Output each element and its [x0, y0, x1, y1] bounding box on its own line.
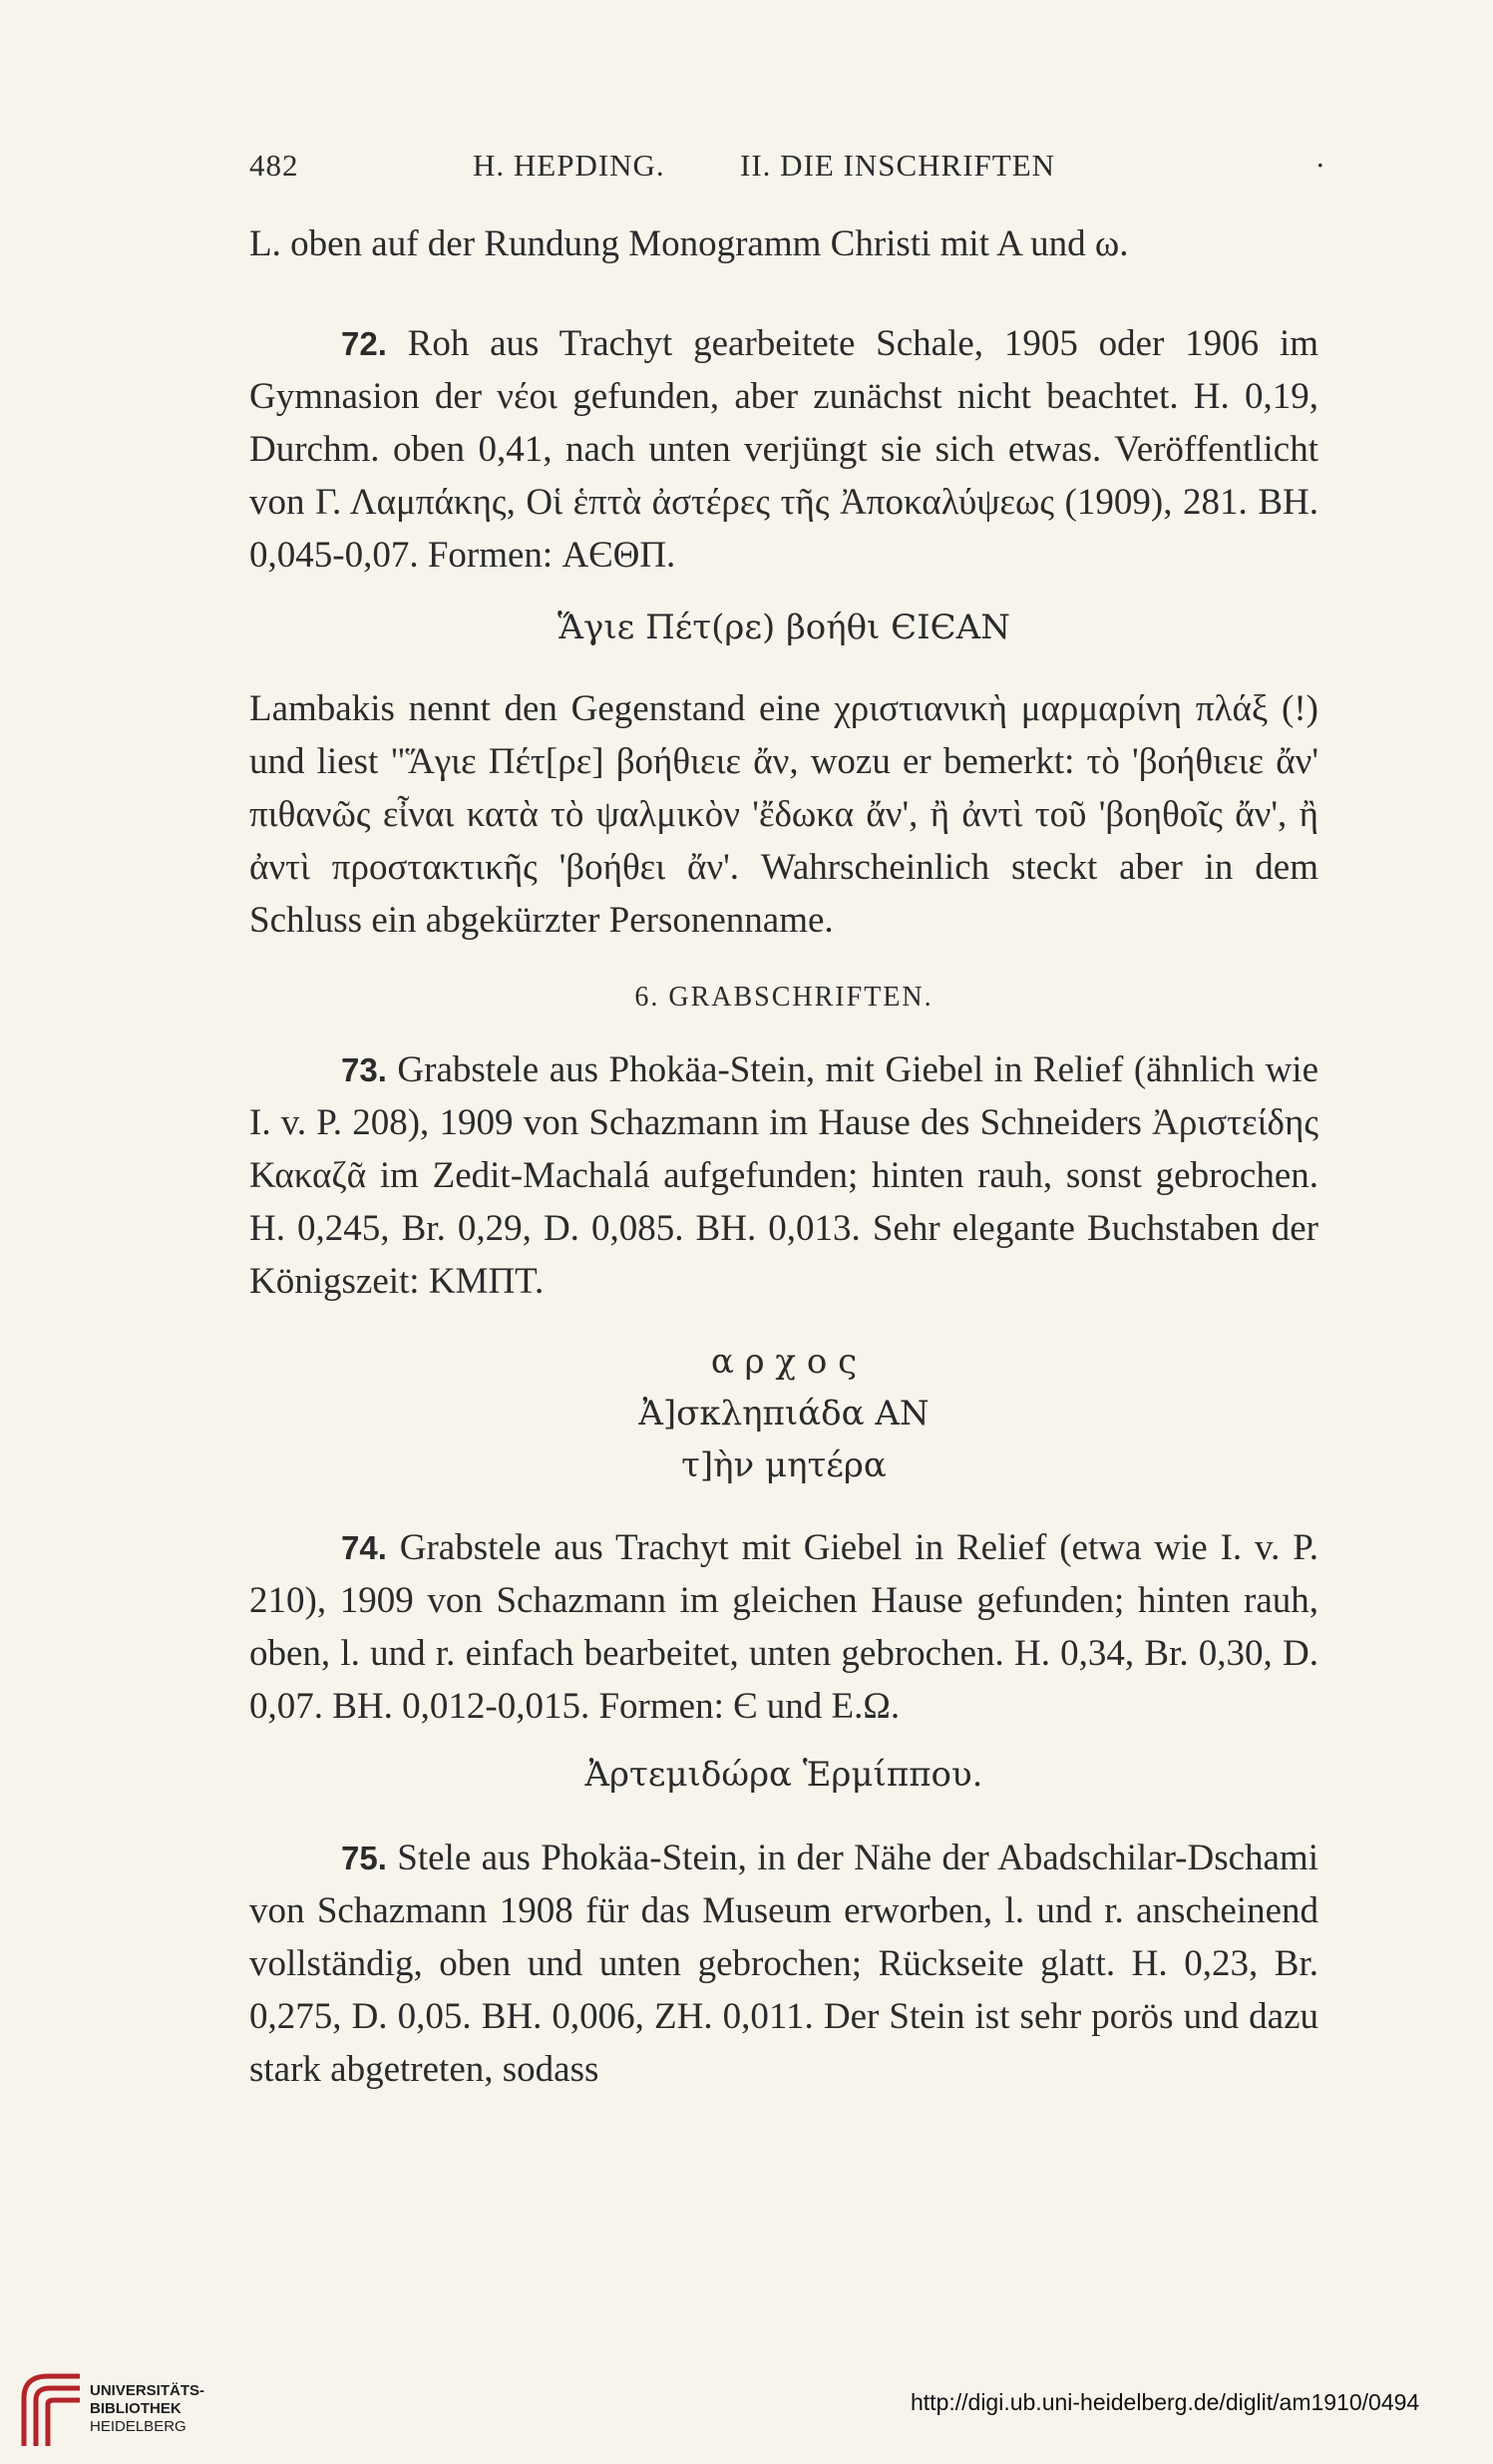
- entry-72: [249, 317, 1318, 582]
- ub-heidelberg-logo-icon: [18, 2368, 86, 2448]
- entry-text: Grabstele aus Phokäa-Stein, mit Giebel in Relief (ähnlich wie I. v. P. 208), 1909 von Schazmann im Hause des Schneiders Ἀριστείδης Κακαζᾶ im Zedit-Machalá aufgefunden; hinten rauh, sonst gebrochen. H. 0,245, Br. 0,29, D. 0,085. BH. 0,013. Sehr elegante Buchstaben der Königszeit: ΚΜΠΤ.: [249, 1049, 1319, 1302]
- inscription-73: [249, 1336, 1318, 1491]
- page-number: 482: [249, 148, 299, 183]
- entry-text: Grabstele aus Trachyt mit Giebel in Relief (etwa wie I. v. P. 210), 1909 von Schazmann im gleichen Hause gefunden; hinten rauh, oben, l. und r. einfach bearbeitet, unten gebrochen. H. 0,34, Br. 0,30, D. 0,07. BH. 0,012-0,015. Formen: Є und Ε.Ω.: [249, 1527, 1318, 1727]
- header-author: H. HEPDING.: [473, 148, 665, 183]
- running-header: [249, 148, 1326, 188]
- library-line: BIBLIOTHEK: [90, 2400, 182, 2417]
- inscription-line: α ρ χ ο ς: [710, 1342, 858, 1382]
- commentary-72: Lambakis nennt den Gegenstand eine χριστιανικὴ μαρμαρίνη πλάξ (!) und liest "Ἅγιε Πέτ[ρε] βοήθιειε ἄν, wozu er bemerkt: τὸ 'βοήθιειε ἄν' πιθανῶς εἶναι κατὰ τὸ ψαλμικὸν 'ἔδωκα ἄν', ἢ ἀντὶ τοῦ 'βοηθοῖς ἄν', ἢ ἀντὶ προστακτικῆς 'βοήθει ἄν'. Wahrscheinlich steckt aber in dem Schluss ein abgekürzter Personenname.: [249, 688, 1318, 941]
- entry-number: 74.: [341, 1529, 387, 1566]
- inscription-line: Ἀ]σκληπιάδα ΑΝ: [638, 1394, 930, 1434]
- inscription-72: Ἅγιε Πέτ(ρε) βοήθι ЄΙЄΑΝ: [558, 608, 1010, 647]
- page-body: [249, 217, 1318, 2096]
- inscription-74: Ἀρτεμιδώρα Ἑρμίππου.: [584, 1755, 983, 1795]
- library-line: UNIVERSITÄTS-: [90, 2382, 205, 2399]
- entry-number: 73.: [341, 1051, 387, 1088]
- section-heading: 6. GRABSCHRIFTEN.: [634, 982, 933, 1013]
- entry-74: [249, 1521, 1318, 1733]
- entry-number: 72.: [341, 325, 387, 362]
- entry-text: Stele aus Phokäa-Stein, in der Nähe der Abadschilar-Dschami von Schazmann 1908 für das Museum erworben, l. und r. anscheinend vollständig, oben und unten gebrochen; Rückseite glatt. H. 0,23, Br. 0,275, D. 0,05. BH. 0,006, ZH. 0,011. Der Stein ist sehr porös und dazu stark abgetreten, sodass: [249, 1838, 1318, 2090]
- source-url[interactable]: http://digi.ub.uni-heidelberg.de/diglit/am1910/0494: [911, 2389, 1420, 2415]
- entry-75: [249, 1832, 1318, 2096]
- entry-text: Roh aus Trachyt gearbeitete Schale, 1905 oder 1906 im Gymnasion der νέοι gefunden, aber zunächst nicht beachtet. H. 0,19, Durchm. oben 0,41, nach unten verjüngt sie sich etwas. Veröffentlicht von Γ. Λαμπάκης, Οἱ ἑπτὰ ἀστέρες τῆς Ἀποκαλύψεως (1909), 281. BH. 0,045-0,07. Formen: ΑЄΘΠ.: [249, 323, 1319, 576]
- header-dot: ·: [1314, 148, 1326, 183]
- library-name: [90, 2382, 204, 2436]
- inscription-line: τ]ὴν μητέρα: [681, 1445, 887, 1485]
- continuation-paragraph: L. oben auf der Rundung Monogramm Christi mit A und ω.: [249, 223, 1129, 264]
- entry-number: 75.: [341, 1840, 387, 1876]
- library-line: HEIDELBERG: [90, 2418, 187, 2435]
- entry-73: [249, 1043, 1318, 1308]
- header-section: II. DIE INSCHRIFTEN: [740, 148, 1056, 183]
